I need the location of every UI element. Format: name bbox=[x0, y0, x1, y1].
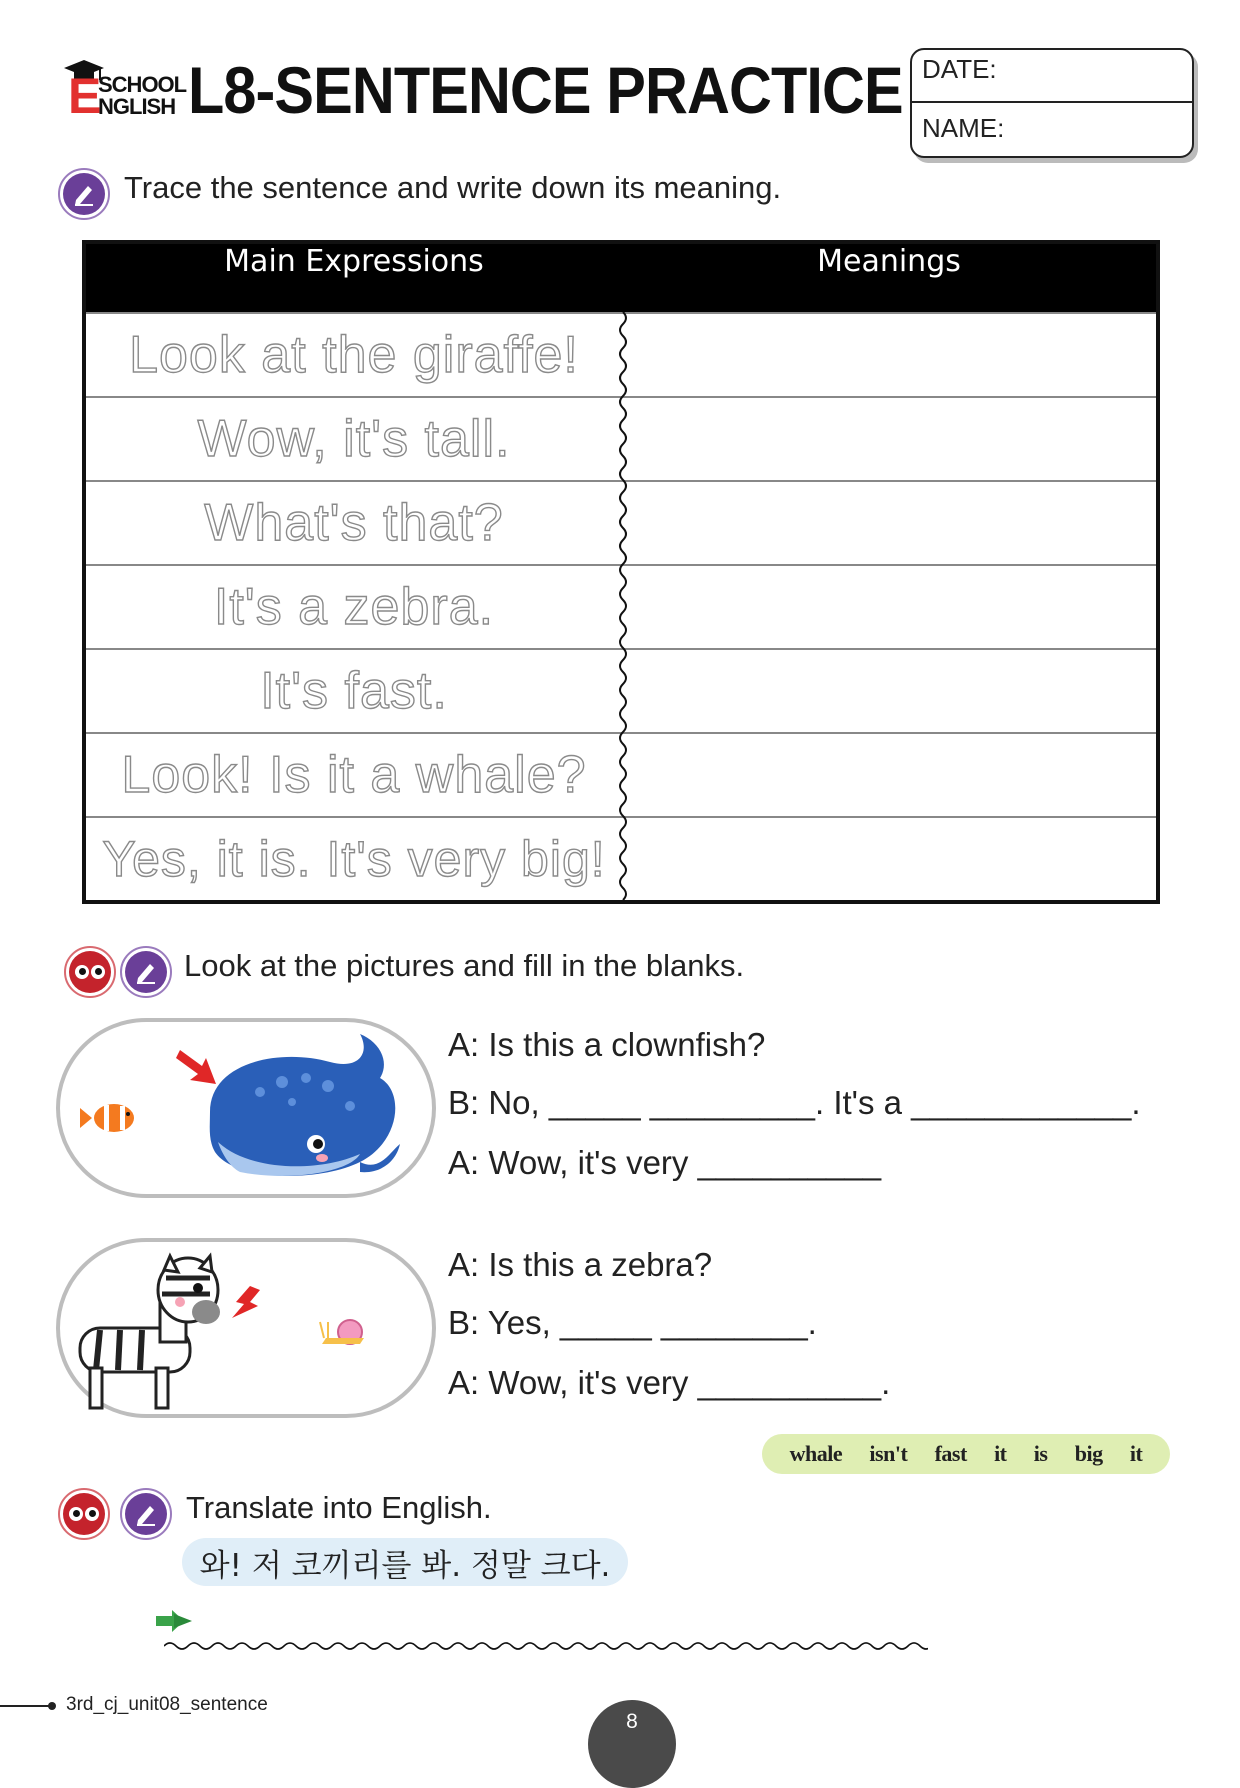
trace-sentence: What's that? bbox=[204, 494, 504, 552]
pencil-glyph-icon bbox=[71, 181, 97, 207]
expressions-table bbox=[82, 240, 1160, 904]
dialog2-line2: B: Yes, _____ ________. bbox=[448, 1304, 817, 1341]
instruction-fill-blanks: Look at the pictures and fill in the blanks. bbox=[184, 948, 745, 983]
dialog1-line2: B: No, _____ _________. It's a ____________. bbox=[448, 1084, 1141, 1121]
logo-letter: E bbox=[68, 68, 102, 124]
word-bank-item: is bbox=[1033, 1441, 1048, 1466]
header-meanings: Meanings bbox=[817, 244, 961, 279]
instruction-translate: Translate into English. bbox=[186, 1490, 492, 1525]
logo-text-top: SCHOOL bbox=[98, 72, 187, 97]
school-english-logo bbox=[62, 60, 187, 124]
word-bank-item: it bbox=[994, 1441, 1007, 1466]
whale-clownfish-illustration bbox=[60, 1022, 432, 1194]
trace-sentence: Yes, it is. It's very big! bbox=[102, 831, 606, 887]
korean-sentence: 와! 저 코끼리를 봐. 정말 크다. bbox=[182, 1538, 628, 1586]
trace-sentence: Wow, it's tall. bbox=[197, 410, 511, 468]
pencil-arrow-icon bbox=[154, 1608, 194, 1634]
trace-sentence: Look! Is it a whale? bbox=[121, 746, 587, 804]
zebra-snail-illustration bbox=[60, 1242, 432, 1414]
pencil-icon bbox=[120, 1488, 172, 1540]
snail-icon bbox=[320, 1320, 364, 1344]
wavy-divider bbox=[616, 312, 630, 900]
instruction-trace: Trace the sentence and write down its meaning. bbox=[124, 170, 782, 205]
word-bank-item: isn't bbox=[869, 1441, 908, 1466]
eye-icon bbox=[58, 1488, 110, 1540]
dialog1-line3: A: Wow, it's very __________ bbox=[448, 1144, 882, 1181]
trace-sentence: Look at the giraffe! bbox=[129, 326, 579, 384]
zebra-picture-frame bbox=[56, 1238, 436, 1418]
name-field[interactable]: NAME: bbox=[922, 113, 1005, 143]
word-bank bbox=[762, 1434, 1170, 1474]
page-number-badge bbox=[588, 1700, 676, 1788]
whale-picture-frame bbox=[56, 1018, 436, 1198]
writing-line[interactable] bbox=[164, 1636, 928, 1656]
pencil-icon bbox=[58, 168, 110, 220]
date-name-box bbox=[910, 48, 1194, 158]
dialog2-line3: A: Wow, it's very __________. bbox=[448, 1364, 891, 1401]
footer-dot bbox=[48, 1702, 56, 1710]
whale-icon bbox=[210, 1034, 400, 1176]
zebra-icon bbox=[80, 1256, 220, 1408]
dialog1-line1: A: Is this a clownfish? bbox=[448, 1026, 766, 1063]
pencil-glyph-icon bbox=[133, 1501, 159, 1527]
table-header bbox=[86, 244, 1156, 312]
word-bank-item: fast bbox=[934, 1441, 967, 1466]
word-bank-item: big bbox=[1074, 1441, 1103, 1466]
page-number: 8 bbox=[626, 1710, 638, 1733]
footer-line bbox=[0, 1705, 52, 1707]
trace-sentence: It's fast. bbox=[260, 662, 448, 720]
word-bank-item: whale bbox=[789, 1441, 843, 1466]
footer-label: 3rd_cj_unit08_sentence bbox=[66, 1694, 268, 1715]
trace-sentence: It's a zebra. bbox=[213, 578, 495, 636]
logo-text-bottom: NGLISH bbox=[98, 94, 176, 119]
page-title: L8-SENTENCE PRACTICE bbox=[188, 53, 903, 127]
clownfish-icon bbox=[80, 1104, 134, 1132]
eye-icon bbox=[64, 946, 116, 998]
pencil-icon bbox=[120, 946, 172, 998]
date-field[interactable]: DATE: bbox=[912, 50, 1192, 103]
word-bank-item: it bbox=[1129, 1441, 1143, 1466]
header-main-expressions: Main Expressions bbox=[224, 244, 484, 279]
pencil-glyph-icon bbox=[133, 959, 159, 985]
dialog2-line1: A: Is this a zebra? bbox=[448, 1246, 713, 1283]
